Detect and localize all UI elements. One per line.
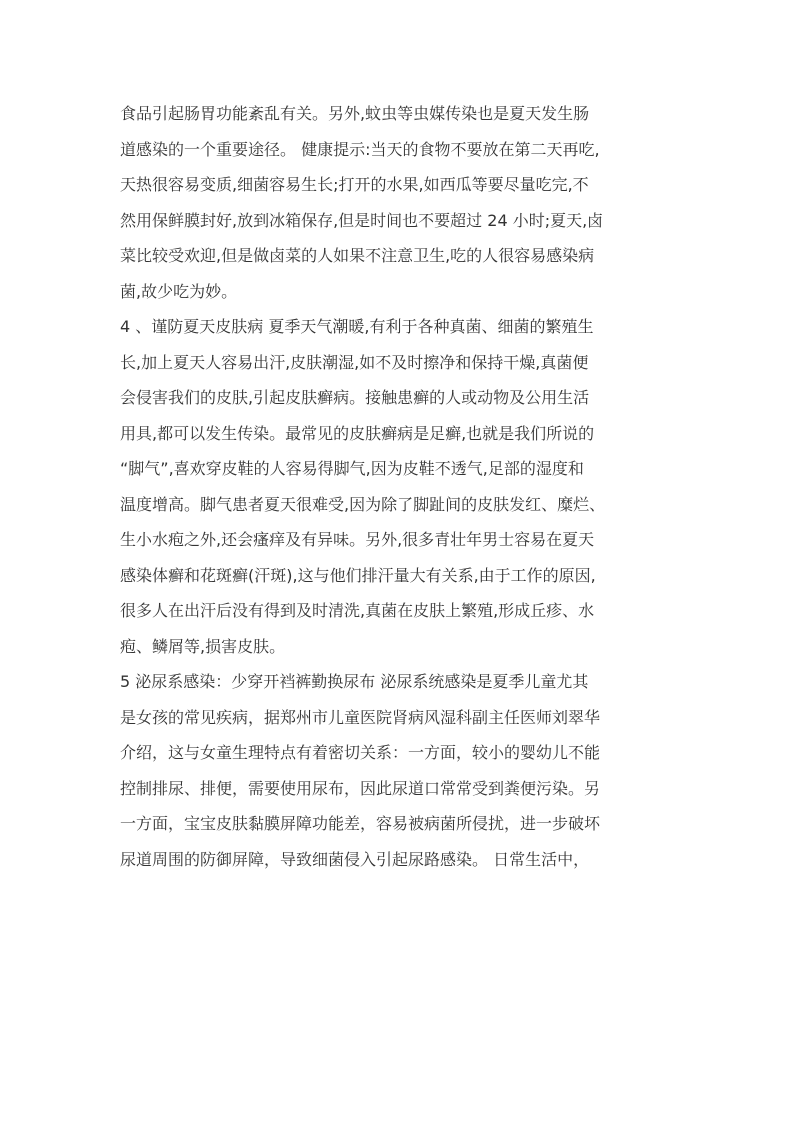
section-heading-line: 4 、谨防夏天皮肤病 夏季天气潮暖,有利于各种真菌、细菌的繁殖生 <box>120 317 594 336</box>
text-line: 疱、鳞屑等,损害皮肤。 <box>120 636 286 656</box>
text-line: 然用保鲜膜封好,放到冰箱保存,但是时间也不要超过 24 小时;夏天,卤 <box>120 210 604 230</box>
document-body <box>120 96 680 877</box>
text-line: “脚气”,喜欢穿皮鞋的人容易得脚气,因为皮鞋不透气,足部的湿度和 <box>120 459 584 478</box>
text-line: 会侵害我们的皮肤,引起皮肤癣病。接触患癣的人或动物及公用生活 <box>120 388 590 407</box>
text-line: 是女孩的常见疾病，据郑州市儿童医院肾病风湿科副主任医师刘翠华 <box>120 707 601 727</box>
text-line: 控制排尿、排便，需要使用尿布，因此尿道口常常受到粪便污染。另 <box>120 778 601 798</box>
text-line: 菌,故少吃为妙。 <box>120 281 238 301</box>
text-line: 介绍，这与女童生理特点有着密切关系：一方面，较小的婴幼儿不能 <box>120 743 601 762</box>
text-line: 道感染的一个重要途径。 健康提示:当天的食物不要放在第二天再吃, <box>120 139 600 159</box>
text-line: 生小水疱之外,还会瘙痒及有异味。另外,很多青壮年男士容易在夏天 <box>120 530 595 549</box>
text-line: 一方面，宝宝皮肤黏膜屏障功能差，容易被病菌所侵扰，进一步破坏 <box>120 814 601 833</box>
text-line: 天热很容易变质,细菌容易生长;打开的水果,如西瓜等要尽量吃完,不 <box>120 175 589 194</box>
text-line: 温度增高。脚气患者夏天很难受,因为除了脚趾间的皮肤发红、糜烂、 <box>120 494 606 514</box>
section-heading-line: 5 泌尿系感染：少穿开裆裤勤换尿布 泌尿系统感染是夏季儿童尤其 <box>120 672 589 691</box>
text-line: 食品引起肠胃功能紊乱有关。另外,蚊虫等虫媒传染也是夏天发生肠 <box>120 104 590 123</box>
text-line: 长,加上夏天人容易出汗,皮肤潮湿,如不及时擦净和保持干燥,真菌便 <box>120 352 589 372</box>
text-line: 感染体癣和花斑癣(汗斑),这与他们排汗量大有关系,由于工作的原因, <box>120 565 596 585</box>
text-line: 用具,都可以发生传染。最常见的皮肤癣病是足癣,也就是我们所说的 <box>120 423 595 443</box>
text-line: 很多人在出汗后没有得到及时清洗,真菌在皮肤上繁殖,形成丘疹、水 <box>120 601 595 620</box>
text-line: 菜比较受欢迎,但是做卤菜的人如果不注意卫生,吃的人很容易感染病 <box>120 246 595 265</box>
text-line: 尿道周围的防御屏障，导致细菌侵入引起尿路感染。 日常生活中， <box>120 849 590 869</box>
